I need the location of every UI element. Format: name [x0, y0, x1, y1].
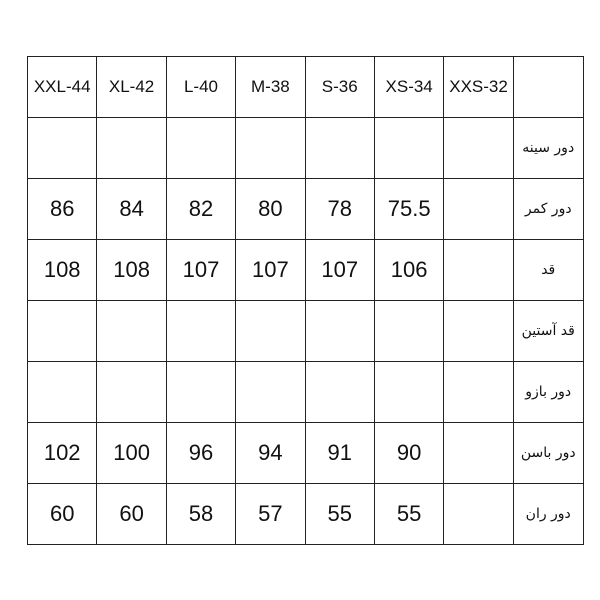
value-cell: 90: [374, 423, 443, 484]
value-cell: [444, 484, 513, 545]
table-row: [28, 301, 584, 362]
table-row: [28, 240, 584, 301]
table-row: [28, 484, 584, 545]
value-cell: [97, 362, 166, 423]
value-cell: [444, 301, 513, 362]
value-cell: 107: [305, 240, 374, 301]
value-cell: 60: [28, 484, 97, 545]
value-cell: 96: [166, 423, 235, 484]
size-header-s: S-36: [305, 57, 374, 118]
value-cell: [305, 362, 374, 423]
row-label-waist: دور کمر: [513, 179, 583, 240]
value-cell: 94: [236, 423, 305, 484]
size-header-xxl: XXL-44: [28, 57, 97, 118]
value-cell: 82: [166, 179, 235, 240]
row-label-hip: دور باسن: [513, 423, 583, 484]
table-row: [28, 118, 584, 179]
value-cell: 91: [305, 423, 374, 484]
value-cell: 100: [97, 423, 166, 484]
value-cell: [166, 362, 235, 423]
table-row: [28, 423, 584, 484]
value-cell: [374, 362, 443, 423]
value-cell: 108: [97, 240, 166, 301]
value-cell: 80: [236, 179, 305, 240]
value-cell: [166, 118, 235, 179]
value-cell: 58: [166, 484, 235, 545]
value-cell: [236, 362, 305, 423]
size-header-l: L-40: [166, 57, 235, 118]
value-cell: 60: [97, 484, 166, 545]
header-row: [28, 57, 584, 118]
row-label-sleeve-length: قد آستین: [513, 301, 583, 362]
table-row: [28, 362, 584, 423]
value-cell: 86: [28, 179, 97, 240]
row-label-chest: دور سینه: [513, 118, 583, 179]
value-cell: 75.5: [374, 179, 443, 240]
value-cell: 78: [305, 179, 374, 240]
size-header-m: M-38: [236, 57, 305, 118]
value-cell: [305, 301, 374, 362]
value-cell: [28, 118, 97, 179]
value-cell: [97, 118, 166, 179]
value-cell: 84: [97, 179, 166, 240]
size-header-xxs: XXS-32: [444, 57, 513, 118]
value-cell: [166, 301, 235, 362]
value-cell: 57: [236, 484, 305, 545]
size-header-xl: XL-42: [97, 57, 166, 118]
value-cell: 108: [28, 240, 97, 301]
value-cell: 107: [236, 240, 305, 301]
value-cell: [444, 118, 513, 179]
value-cell: 106: [374, 240, 443, 301]
label-header: [513, 57, 583, 118]
value-cell: [97, 301, 166, 362]
row-label-thigh: دور ران: [513, 484, 583, 545]
value-cell: [374, 301, 443, 362]
value-cell: [374, 118, 443, 179]
value-cell: [444, 179, 513, 240]
size-header-xs: XS-34: [374, 57, 443, 118]
value-cell: [28, 362, 97, 423]
value-cell: [444, 240, 513, 301]
value-cell: 55: [305, 484, 374, 545]
row-label-length: قد: [513, 240, 583, 301]
value-cell: 107: [166, 240, 235, 301]
value-cell: [236, 301, 305, 362]
size-chart-table: [27, 56, 584, 545]
table-row: [28, 179, 584, 240]
value-cell: [28, 301, 97, 362]
value-cell: 102: [28, 423, 97, 484]
row-label-arm: دور بازو: [513, 362, 583, 423]
value-cell: [444, 362, 513, 423]
value-cell: 55: [374, 484, 443, 545]
value-cell: [305, 118, 374, 179]
value-cell: [236, 118, 305, 179]
value-cell: [444, 423, 513, 484]
